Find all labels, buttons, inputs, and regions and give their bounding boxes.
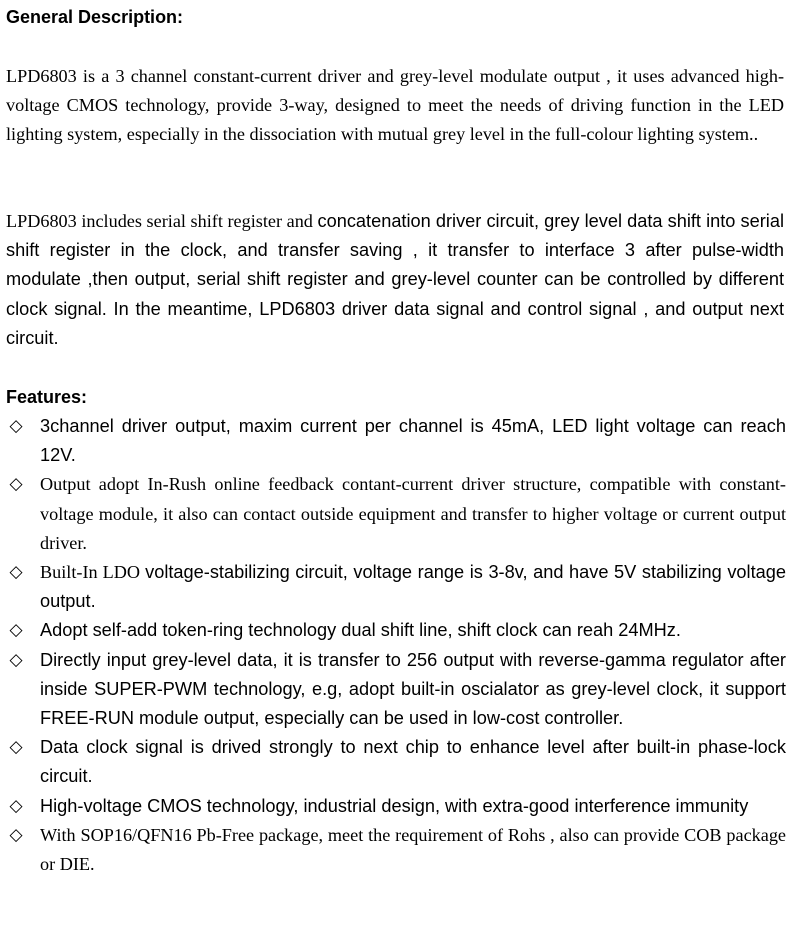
- feature-item: [6, 821, 786, 879]
- feature-item: [6, 558, 786, 616]
- general-description-paragraph-2: [6, 207, 784, 353]
- diamond-bullet-icon: ◇: [9, 824, 23, 845]
- feature-text-serif: Built-In LDO: [40, 562, 146, 583]
- feature-text-sans: Data clock signal is drived strongly to next chip to enhance level after built-in phase-lock circuit.: [40, 737, 786, 787]
- feature-item: [6, 470, 786, 558]
- feature-text-sans: Adopt self-add token-ring technology dual shift line, shift clock can reah 24MHz.: [40, 620, 681, 641]
- feature-text-serif: With SOP16/QFN16 Pb-Free package, meet the requirement of Rohs , also can provide COB package or DIE.: [40, 824, 786, 875]
- feature-text-sans: voltage-stabilizing circuit, voltage range is 3-8v, and have 5V stabilizing voltage output.: [40, 562, 786, 612]
- diamond-bullet-icon: ◇: [9, 416, 23, 436]
- features-heading: Features:: [6, 387, 88, 407]
- features-list: [6, 412, 786, 879]
- feature-item: [6, 792, 786, 821]
- diamond-bullet-icon: ◇: [9, 649, 23, 670]
- paragraph-2-lead: LPD6803 includes serial shift register and: [6, 211, 318, 231]
- diamond-bullet-icon: ◇: [9, 562, 23, 583]
- feature-item: [6, 616, 786, 645]
- paragraph-2-body: concatenation driver circuit, grey level data shift into serial shift register in the clock, and transfer saving , it transfer to interface 3 after pulse-width modulate ,then output, serial shift register and grey-level counter can be controlled by different clock signal. In the meantime, LPD6803 driver data signal and control signal , and output next circuit.: [6, 211, 784, 348]
- general-description-paragraph-1: LPD6803 is a 3 channel constant-current driver and grey-level modulate output , it uses advanced high-voltage CMOS technology, provide 3-way, designed to meet the needs of driving function in the LED lighting system, especially in the dissociation with mutual grey level in the full-colour lighting system..: [6, 66, 784, 145]
- feature-text-sans: Directly input grey-level data, it is transfer to 256 output with reverse-gamma regulator after inside SUPER-PWM technology, e.g, adopt built-in oscialator as grey-level clock, it support FREE-RUN module output, especially can be used in low-cost controller.: [40, 649, 786, 729]
- feature-item: [6, 733, 786, 791]
- diamond-bullet-icon: ◇: [9, 474, 23, 495]
- diamond-bullet-icon: ◇: [9, 795, 23, 816]
- feature-item: [6, 412, 786, 470]
- feature-text-serif: Output adopt In-Rush online feedback contant-current driver structure, compatible with constant-voltage module, it also can contact outside equipment and transfer to higher voltage or current output driver.: [40, 474, 786, 553]
- feature-text-sans: 3channel driver output, maxim current per channel is 45mA, LED light voltage can reach 12V.: [40, 416, 786, 466]
- diamond-bullet-icon: ◇: [9, 737, 23, 758]
- diamond-bullet-icon: ◇: [9, 620, 23, 641]
- feature-item: [6, 646, 786, 734]
- general-description-heading: General Description:: [6, 7, 184, 27]
- feature-text-sans: High-voltage CMOS technology, industrial design, with extra-good interference immunity: [40, 795, 749, 816]
